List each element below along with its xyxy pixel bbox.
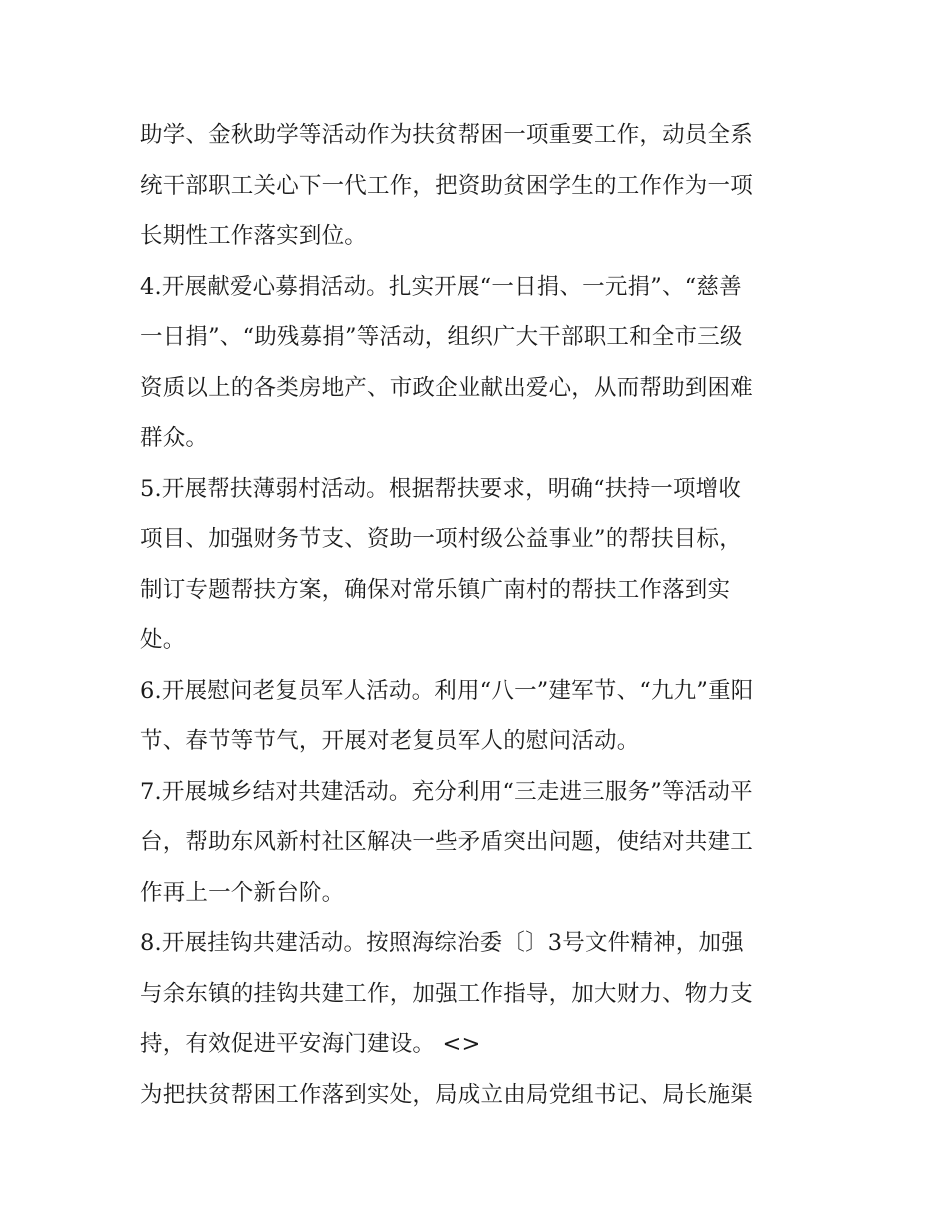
text-line: 7.开展城乡结对共建活动。充分利用“三走进三服务”等活动平 [140, 778, 753, 805]
text-line: 统干部职工关心下一代工作，把资助贫困学生的工作作为一项 [140, 172, 753, 199]
text-line: 项目、加强财务节支、资助一项村级公益事业”的帮扶目标， [140, 526, 742, 552]
text-line: 处。 [140, 627, 186, 653]
text-line: 节、春节等节气，开展对老复员军人的慰问活动。 [140, 728, 640, 754]
text-line: 群众。 [140, 425, 209, 451]
text-line: 5.开展帮扶薄弱村活动。根据帮扶要求，明确“扶持一项增收 [140, 475, 742, 502]
text-line: 持，有效促进平安海门建设。 <> [140, 1031, 481, 1057]
text-line: 助学、金秋助学等活动作为扶贫帮困一项重要工作，动员全系 [140, 122, 753, 148]
text-line: 台，帮助东风新村社区解决一些矛盾突出问题，使结对共建工 [140, 829, 753, 855]
text-line: 制订专题帮扶方案，确保对常乐镇广南村的帮扶工作落到实 [140, 576, 731, 603]
text-line: 长期性工作落实到位。 [140, 223, 368, 249]
text-line: 与余东镇的挂钩共建工作，加强工作指导，加大财力、物力支 [140, 980, 753, 1007]
text-line: 资质以上的各类房地产、市政企业献出爱心，从而帮助到困难 [140, 374, 753, 401]
text-line: 一日捐”、“助残募捐”等活动，组织广大干部职工和全市三级 [140, 324, 743, 350]
document-body [140, 110, 820, 1120]
text-line: 6.开展慰问老复员军人活动。利用“八一”建军节、“九九”重阳 [140, 677, 754, 704]
text-line: 4.开展献爱心募捐活动。扎实开展“一日捐、一元捐”、“慈善 [140, 273, 742, 300]
text-line: 8.开展挂钩共建活动。按照海综治委〔〕3号文件精神，加强 [140, 930, 744, 956]
text-line: 作再上一个新台阶。 [140, 879, 345, 906]
text-line: 为把扶贫帮困工作落到实处，局成立由局党组书记、局长施渠 [140, 1081, 753, 1108]
